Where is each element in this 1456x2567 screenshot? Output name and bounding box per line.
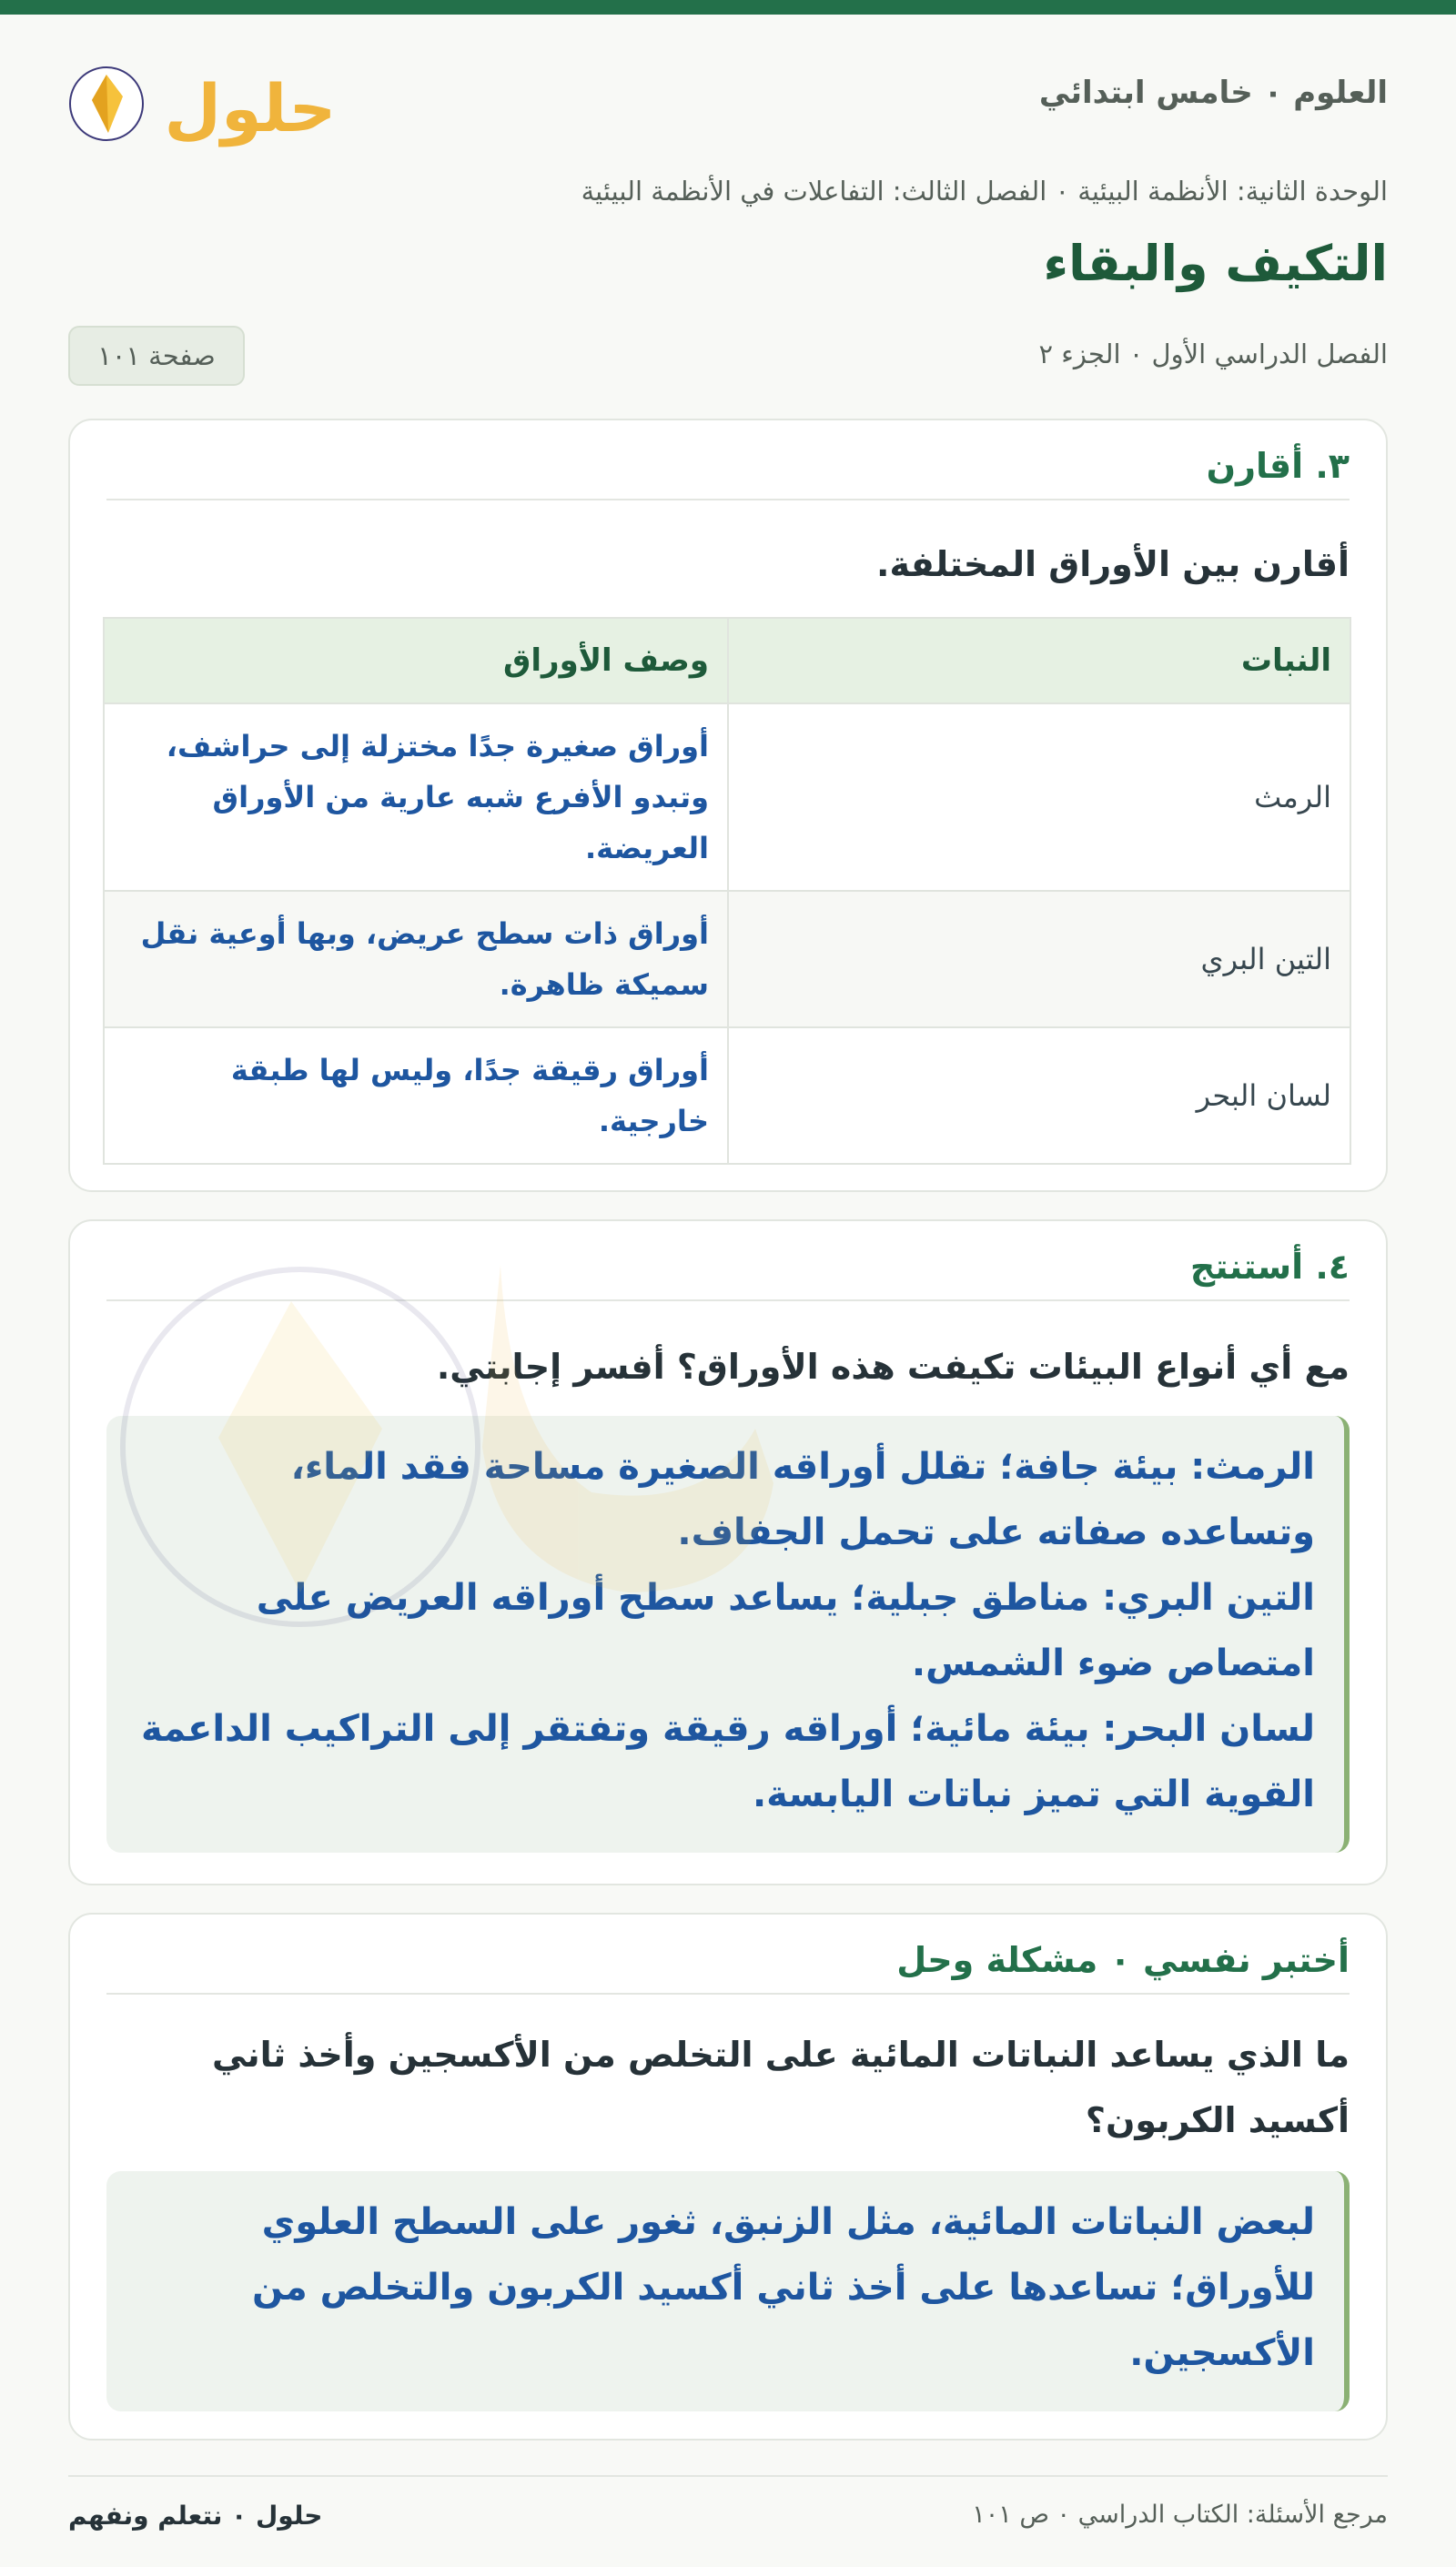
- hulul-logo[interactable]: [68, 47, 337, 147]
- description-cell: أوراق صغيرة جدًا مختزلة إلى حراشف، وتبدو الأفرع شبه عارية من الأوراق العريضة.: [104, 703, 728, 891]
- footer-brand: حلول ٠ نتعلم ونفهم: [68, 2501, 323, 2531]
- question-text: أقارن بين الأوراق المختلفة.: [876, 544, 1350, 584]
- answer-line: لبعض النباتات المائية، مثل الزنبق، ثغور على السطح العلوي للأوراق؛ تساعدها على أخذ ثاني أكسيد الكربون والتخلص من الأكسجين.: [251, 2201, 1315, 2374]
- page-header: [68, 47, 1388, 147]
- svg-text:حلول: حلول: [164, 70, 337, 147]
- logo-icon: [68, 47, 337, 147]
- plant-cell: لسان البحر: [728, 1027, 1350, 1164]
- question-text: مع أي أنواع البيئات تكيفت هذه الأوراق؟ أفسر إجابتي.: [436, 1347, 1350, 1387]
- subject-grade: العلوم ٠ خامس ابتدائي: [1038, 75, 1388, 111]
- self-test-card: [68, 1913, 1388, 2441]
- leaves-table: [103, 617, 1351, 1165]
- section-heading: ٤. أستنتج: [1189, 1247, 1350, 1287]
- table-row: [104, 891, 1350, 1027]
- answer-line: الرمث: بيئة جافة؛ تقلل أوراقه الصغيرة مساحة فقد الماء، وتساعده صفاته على تحمل الجفاف.: [290, 1446, 1315, 1553]
- watermark-logo-icon: [118, 1210, 828, 1665]
- compare-card: [68, 419, 1388, 1192]
- page-number-badge: صفحة ١٠١: [68, 326, 245, 386]
- description-cell: أوراق رقيقة جدًا، وليس لها طبقة خارجية.: [104, 1027, 728, 1164]
- description-cell: أوراق ذات سطح عريض، وبها أوعية نقل سميكة ظاهرة.: [104, 891, 728, 1027]
- card-header: [106, 1940, 1350, 1995]
- table-row: [104, 1027, 1350, 1164]
- plant-cell: التين البري: [728, 891, 1350, 1027]
- footer-divider: [68, 2475, 1388, 2477]
- footer-reference: مرجع الأسئلة: الكتاب الدراسي ٠ ص ١٠١: [972, 2501, 1388, 2529]
- section-heading: ٣. أقارن: [1206, 446, 1350, 486]
- table-row: [104, 703, 1350, 891]
- question-text: ما الذي يساعد النباتات المائية على التخلص من الأكسجين وأخذ ثاني أكسيد الكربون؟: [211, 2035, 1350, 2140]
- card-header: [106, 446, 1350, 500]
- column-header-plant: النبات: [728, 618, 1350, 703]
- table-header-row: [104, 618, 1350, 703]
- top-accent-bar: [0, 0, 1456, 15]
- column-header-description: وصف الأوراق: [104, 618, 728, 703]
- answer-line: لسان البحر: بيئة مائية؛ أوراقه رقيقة وتفتقر إلى التراكيب الداعمة القوية التي تميز نباتات اليابسة.: [140, 1708, 1315, 1815]
- breadcrumb: الوحدة الثانية: الأنظمة البيئية ٠ الفصل الثالث: التفاعلات في الأنظمة البيئية: [581, 176, 1388, 207]
- page-title: التكيف والبقاء: [1043, 235, 1388, 292]
- answer-line: التين البري: مناطق جبلية؛ يساعد سطح أوراقه العريض على امتصاص ضوء الشمس.: [256, 1577, 1315, 1684]
- answer-box: [106, 2171, 1350, 2411]
- term-info: الفصل الدراسي الأول ٠ الجزء ٢: [1038, 339, 1388, 369]
- section-heading: أختبر نفسي ٠ مشكلة وحل: [896, 1940, 1350, 1980]
- plant-cell: الرمث: [728, 703, 1350, 891]
